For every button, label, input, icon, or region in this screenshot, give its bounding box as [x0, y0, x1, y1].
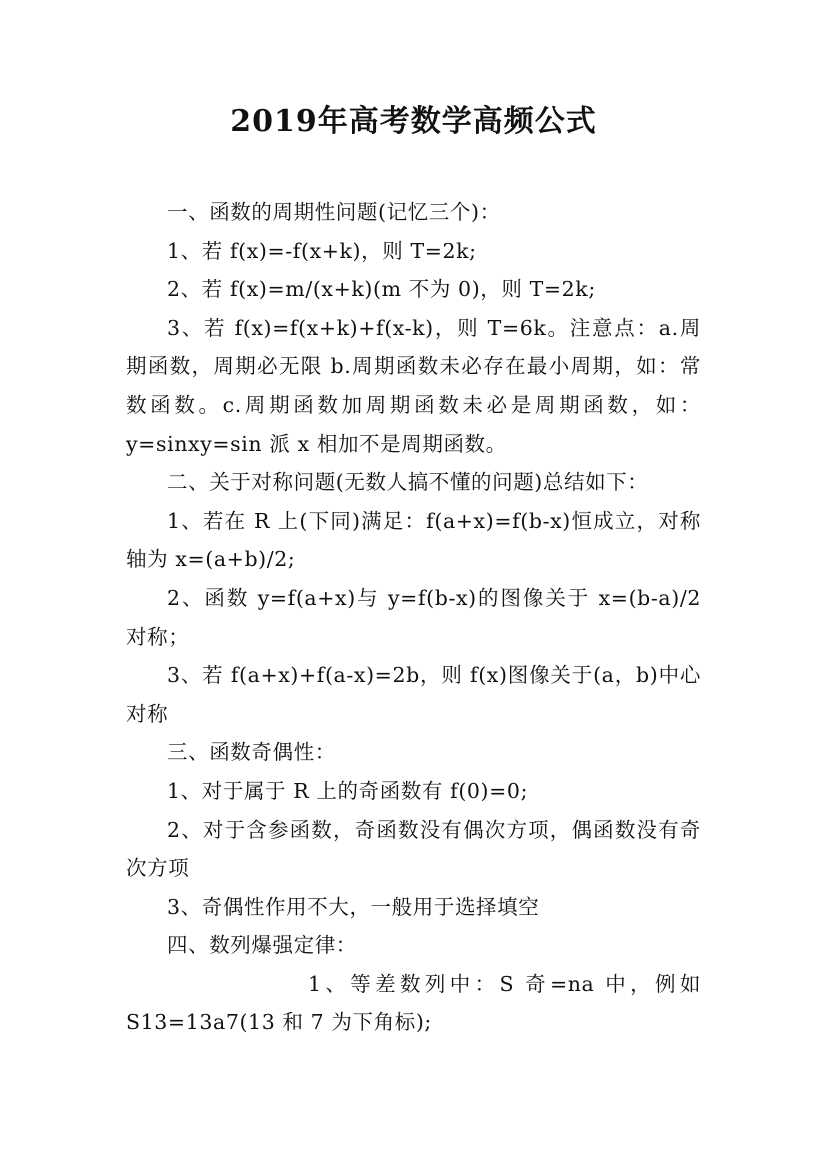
paragraph: 2、函数 y=f(a+x)与 y=f(b-x)的图像关于 x=(b-a)/2 对称； — [126, 585, 701, 649]
paragraph: 3、奇偶性作用不大，一般用于选择填空 — [167, 894, 540, 919]
document-body — [126, 193, 701, 1042]
paragraph: 1、若 f(x)=-f(x+k)，则 T=2k; — [167, 238, 477, 263]
section-heading-symmetry: 二、关于对称问题(无数人搞不懂的问题)总结如下： — [167, 470, 649, 495]
paragraph: 3、若 f(a+x)+f(a-x)=2b，则 f(x)图像关于(a，b)中心对称 — [126, 663, 701, 726]
paragraph: 3、若 f(x)=f(x+k)+f(x-k)，则 T=6k。注意点：a.周期函数，周期必无限 b.周期函数未必存在最小周期，如：常数函数。c.周期函数加周期函数未必是周期函数，如：y=sinxy=sin 派 x 相加不是周期函数。 — [126, 315, 701, 456]
section-heading-parity: 三、函数奇偶性： — [167, 740, 336, 765]
document-title: 2019年高考数学高频公式 — [230, 104, 597, 139]
paragraph: 1、等差数列中：S 奇=na 中，例如 S13=13a7(13 和 7 为下角标); — [126, 971, 701, 1035]
paragraph: 2、对于含参函数，奇函数没有偶次方项，偶函数没有奇次方项 — [126, 817, 701, 881]
paragraph: 1、对于属于 R 上的奇函数有 f(0)=0; — [167, 778, 529, 803]
section-heading-periodicity: 一、函数的周期性问题(记忆三个)： — [167, 200, 501, 224]
paragraph: 1、若在 R 上(下同)满足：f(a+x)=f(b-x)恒成立，对称轴为 x=(a+b)/2; — [126, 508, 701, 572]
section-heading-sequences: 四、数列爆强定律： — [167, 933, 357, 958]
paragraph: 2、若 f(x)=m/(x+k)(m 不为 0)，则 T=2k; — [167, 277, 596, 302]
